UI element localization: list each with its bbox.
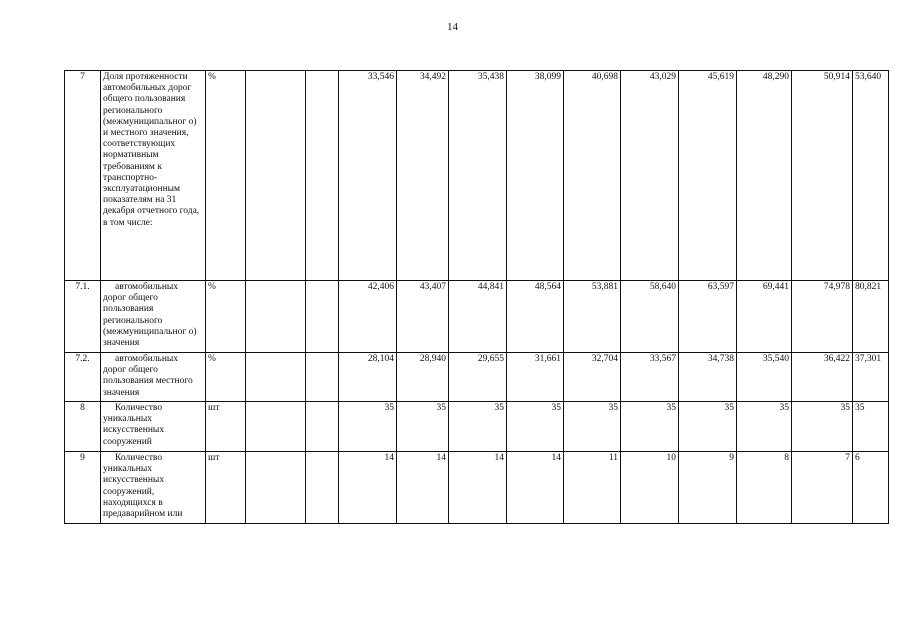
- empty-cell: [306, 353, 339, 402]
- empty-cell: [306, 402, 339, 452]
- table-row: [65, 281, 889, 353]
- value-cell: 7: [792, 452, 853, 524]
- value-cell: 10: [621, 452, 679, 524]
- value-cell: 31,661: [507, 353, 564, 402]
- value-cell: 35: [737, 402, 792, 452]
- value-cell: 35: [339, 402, 397, 452]
- value-cell: 63,597: [679, 281, 737, 353]
- value-cell: 35: [621, 402, 679, 452]
- value-cell: 35,438: [449, 71, 507, 281]
- value-cell: 37,301: [853, 353, 889, 402]
- value-cell: 35: [397, 402, 449, 452]
- empty-cell: [246, 281, 306, 353]
- value-cell: 32,704: [564, 353, 621, 402]
- indicator-name: Количество уникальных искусственных сооружений, находящихся в предаварийном или: [101, 452, 206, 524]
- value-cell: 43,407: [397, 281, 449, 353]
- unit-cell: %: [206, 353, 246, 402]
- value-cell: 38,099: [507, 71, 564, 281]
- value-cell: 8: [737, 452, 792, 524]
- unit-cell: шт: [206, 402, 246, 452]
- value-cell: 35: [792, 402, 853, 452]
- value-cell: 74,978: [792, 281, 853, 353]
- value-cell: 14: [507, 452, 564, 524]
- table-row: [65, 353, 889, 402]
- table-row: [65, 71, 889, 281]
- value-cell: 35: [507, 402, 564, 452]
- value-cell: 48,290: [737, 71, 792, 281]
- value-cell: 35: [449, 402, 507, 452]
- value-cell: 50,914: [792, 71, 853, 281]
- value-cell: 14: [397, 452, 449, 524]
- value-cell: 35: [564, 402, 621, 452]
- unit-cell: шт: [206, 452, 246, 524]
- value-cell: 80,821: [853, 281, 889, 353]
- value-cell: 35,540: [737, 353, 792, 402]
- value-cell: 35: [679, 402, 737, 452]
- value-cell: 53,640: [853, 71, 889, 281]
- value-cell: 14: [339, 452, 397, 524]
- indicator-name: Доля протяженности автомобильных дорог общего пользования регионального (межмуниципальног о) и местного значения, соответствующих нормативным требованиям к транспортно-эксплуатационным показателям на 31 декабря отчетного года, в том числе:: [101, 71, 206, 281]
- value-cell: 48,564: [507, 281, 564, 353]
- empty-cell: [306, 452, 339, 524]
- row-number: 7: [65, 71, 101, 281]
- value-cell: 9: [679, 452, 737, 524]
- value-cell: 14: [449, 452, 507, 524]
- value-cell: 58,640: [621, 281, 679, 353]
- empty-cell: [306, 71, 339, 281]
- empty-cell: [306, 281, 339, 353]
- unit-cell: %: [206, 281, 246, 353]
- unit-cell: %: [206, 71, 246, 281]
- indicators-table: [64, 70, 889, 524]
- value-cell: 11: [564, 452, 621, 524]
- value-cell: 34,738: [679, 353, 737, 402]
- empty-cell: [246, 402, 306, 452]
- value-cell: 44,841: [449, 281, 507, 353]
- indicator-name: автомобильных дорог общего пользования местного значения: [101, 353, 206, 402]
- value-cell: 45,619: [679, 71, 737, 281]
- empty-cell: [246, 353, 306, 402]
- row-number: 7.1.: [65, 281, 101, 353]
- row-number: 8: [65, 402, 101, 452]
- value-cell: 34,492: [397, 71, 449, 281]
- value-cell: 35: [853, 402, 889, 452]
- table-row: [65, 452, 889, 524]
- row-number: 9: [65, 452, 101, 524]
- value-cell: 33,546: [339, 71, 397, 281]
- value-cell: 69,441: [737, 281, 792, 353]
- value-cell: 29,655: [449, 353, 507, 402]
- page-number: 14: [447, 21, 458, 33]
- row-number: 7.2.: [65, 353, 101, 402]
- empty-cell: [246, 452, 306, 524]
- value-cell: 42,406: [339, 281, 397, 353]
- indicator-name: автомобильных дорог общего пользования регионального (межмуниципальног о) значения: [101, 281, 206, 353]
- table-row: [65, 402, 889, 452]
- value-cell: 53,881: [564, 281, 621, 353]
- value-cell: 36,422: [792, 353, 853, 402]
- value-cell: 43,029: [621, 71, 679, 281]
- value-cell: 28,940: [397, 353, 449, 402]
- empty-cell: [246, 71, 306, 281]
- value-cell: 40,698: [564, 71, 621, 281]
- value-cell: 28,104: [339, 353, 397, 402]
- indicator-name: Количество уникальных искусственных сооружений: [101, 402, 206, 452]
- value-cell: 6: [853, 452, 889, 524]
- value-cell: 33,567: [621, 353, 679, 402]
